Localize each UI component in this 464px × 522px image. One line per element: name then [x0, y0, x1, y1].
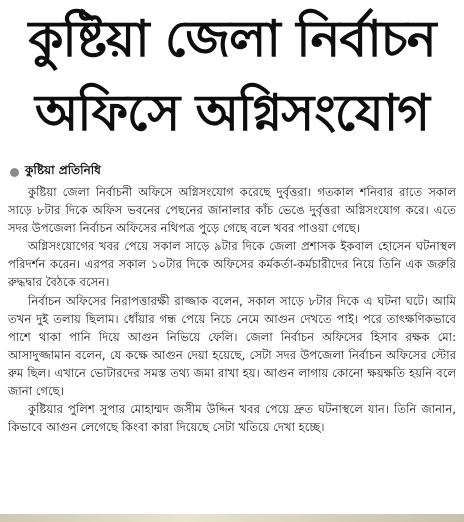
paragraph-3: নির্বাচন অফিসের নিরাপত্তারক্ষী রাজ্জাক বলেন, সকাল সাড়ে ৮টার দিকে এ ঘটনা ঘটে। আমি তখন দুই তলায় ছিলাম। ধোঁয়ার গন্ধ পেয়ে নিচে নেমে আগুন দেখতে পাই। পরে তাৎক্ষণিকভাবে পাশে থাকা পানি দিয়ে আগুন নিভিয়ে ফেলি। জেলা নির্বাচন অফিসের হিসাব রক্ষক মো: আসাদুজ্জামান বলেন, যে কক্ষে আগুন দেয়া হয়েছে, সেটা সদর উপজেলা নির্বাচন অফিসের স্টোর রুম ছিল। এখানে ভোটারদের সমস্ত তথ্য জমা রাখা হয়। আগুন লাগায় কোনো ক্ষয়ক্ষতি হয়নি বলে জানা গেছে। [8, 293, 456, 399]
headline-line-1: কুষ্টিয়া জেলা নির্বাচন [28, 10, 436, 68]
paragraph-4: কুষ্টিয়ার পুলিশ সুপার মোহাম্মদ জসীম উদ্দিন খবর পেয়ে দ্রুত ঘটনাস্থলে যান। তিনি জানান, কিভাবে আগুন লেগেছে কিংবা কারা দিয়েছে সেটা খতিয়ে দেখা হচ্ছে। [8, 402, 456, 435]
article-body [8, 183, 456, 436]
bullet-icon [10, 168, 19, 177]
headline [6, 2, 458, 150]
bottom-image-strip [0, 514, 464, 522]
byline [10, 162, 101, 182]
paragraph-2: অগ্নিসংযোগের খবর পেয়ে সকাল সাড়ে ৯টার দিকে জেলা প্রশাসক ইকবাল হোসেন ঘটনাস্থল পরিদর্শন করেন। এরপর সকাল ১০টার দিকে অফিসের কর্মকর্তা-কর্মচারীদের নিয়ে তিনি এক জরুরি রুদ্ধদ্বার বৈঠকে বসেন। [8, 239, 456, 290]
paragraph-1: কুষ্টিয়া জেলা নির্বাচনী অফিসে অগ্নিসংযোগ করেছে দুর্বৃত্তরা। গতকাল শনিবার রাতে সকাল সাড়ে ৮টার দিকে অফিস ভবনের পেছনের জানালার কাঁচ ভেঙে দুর্বৃত্তরা অগ্নিসংযোগ করে। এতে সদর উপজেলা নির্বাচন অফিসের নথিপত্র পুড়ে গেছে বলে খবর পাওয়া গেছে। [8, 185, 456, 236]
byline-text: কুষ্টিয়া প্রতিনিধি [25, 163, 101, 177]
headline-line-2: অফিসে অগ্নিসংযোগ [34, 84, 430, 142]
